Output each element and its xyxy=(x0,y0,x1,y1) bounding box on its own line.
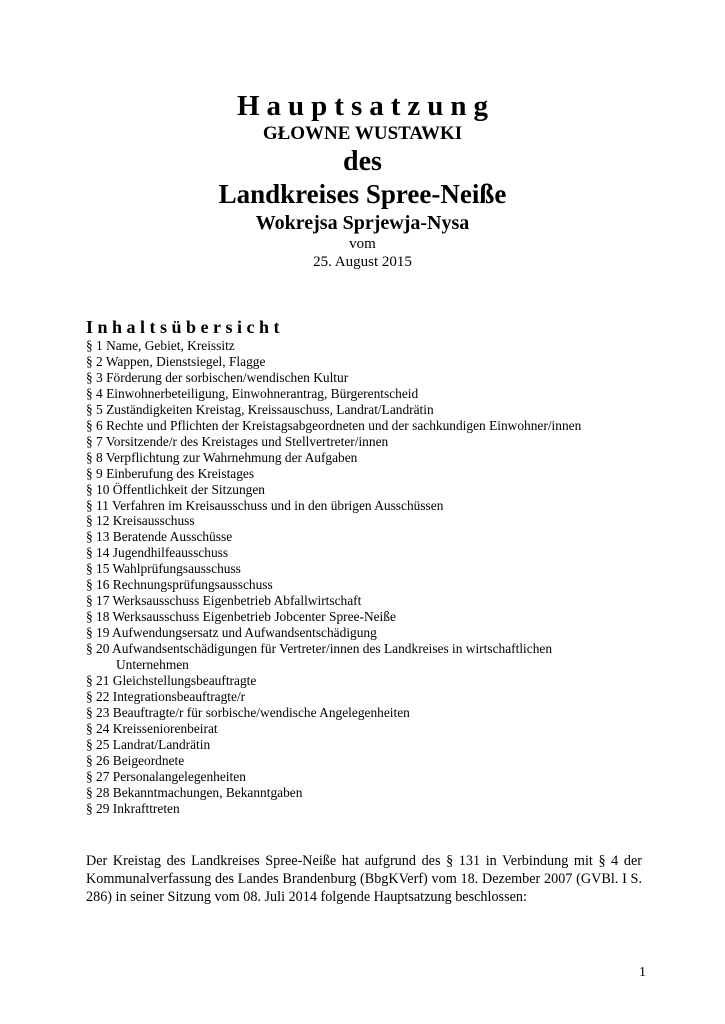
document-subtitle-sorbian: GŁOWNE WUSTAWKI xyxy=(262,123,463,144)
toc-item: § 15 Wahlprüfungsausschuss xyxy=(86,561,241,577)
toc-heading: Inhaltsübersicht xyxy=(86,317,285,337)
toc-item: § 27 Personalangelegenheiten xyxy=(86,768,246,784)
toc-item: § 11 Verfahren im Kreisausschuss und in den übrigen Ausschüssen xyxy=(86,497,444,513)
toc-item: § 3 Förderung der sorbischen/wendischen Kultur xyxy=(86,369,349,385)
toc-item: § 22 Integrationsbeauftragte/r xyxy=(86,688,246,704)
toc-item: § 13 Beratende Ausschüsse xyxy=(86,529,233,545)
toc-item: § 9 Einberufung des Kreistages xyxy=(86,465,255,481)
document-header xyxy=(0,89,725,271)
toc-item: § 28 Bekanntmachungen, Bekanntgaben xyxy=(86,784,303,800)
toc-item: § 7 Vorsitzende/r des Kreistages und Stellvertreter/innen xyxy=(86,433,389,449)
toc-item: § 18 Werksausschuss Eigenbetrieb Jobcenter Spree-Neiße xyxy=(86,609,396,625)
toc-item: § 5 Zuständigkeiten Kreistag, Kreissauschuss, Landrat/Landrätin xyxy=(86,401,434,417)
toc-item: § 24 Kreisseniorenbeirat xyxy=(86,720,218,736)
toc-item: § 6 Rechte und Pflichten der Kreistagsabgeordneten und der sachkundigen Einwohner/innen xyxy=(86,417,582,433)
toc-item: § 1 Name, Gebiet, Kreissitz xyxy=(86,338,235,353)
toc-item: § 19 Aufwendungsersatz und Aufwandsentschädigung xyxy=(86,625,377,641)
document-date: 25. August 2015 xyxy=(313,254,412,270)
toc-item: § 16 Rechnungsprüfungsausschuss xyxy=(86,577,273,593)
toc-item-20 xyxy=(86,641,646,673)
toc-item: § 17 Werksausschuss Eigenbetrieb Abfallwirtschaft xyxy=(86,593,362,609)
toc-item: § 8 Verpflichtung zur Wahrnehmung der Aufgaben xyxy=(86,449,358,465)
district-name: Landkreises Spree-Neiße xyxy=(218,179,507,209)
document-title: Hauptsatzung xyxy=(236,90,496,122)
toc-item: § 4 Einwohnerbeteiligung, Einwohnerantrag, Bürgerentscheid xyxy=(86,385,419,401)
toc-item: § 12 Kreisausschuss xyxy=(86,513,195,529)
intro-paragraph: Der Kreistag des Landkreises Spree-Neiße hat aufgrund des § 131 in Verbindung mit § 4 der Kommunalverfassung des Landes Brandenburg (BbgKVerf) vom 18. Dezember 2007 (GVBl. I S. 286) in seiner Sitzung vom 08. Juli 2014 folgende Hauptsatzung beschlossen: xyxy=(86,853,642,905)
toc-item: § 26 Beigeordnete xyxy=(86,752,185,768)
toc-item: § 2 Wappen, Dienstsiegel, Flagge xyxy=(86,353,266,369)
toc-item-20-line1: § 20 Aufwandsentschädigungen für Vertreter/innen des Landkreises in wirtschaftlichen xyxy=(86,641,553,657)
toc-item: § 21 Gleichstellungsbeauftragte xyxy=(86,673,257,689)
page-number: 1 xyxy=(639,965,646,980)
district-name-sorbian: Wokrejsa Sprjewja-Nysa xyxy=(255,212,470,234)
toc-item: § 25 Landrat/Landrätin xyxy=(86,736,211,752)
toc-item: § 14 Jugendhilfeausschuss xyxy=(86,545,229,561)
toc-item: § 23 Beauftragte/r für sorbische/wendische Angelegenheiten xyxy=(86,704,410,720)
toc-item: § 10 Öffentlichkeit der Sitzungen xyxy=(86,481,265,497)
vom-label: vom xyxy=(349,236,376,252)
toc-item-20-line2: Unternehmen xyxy=(116,657,189,673)
table-of-contents xyxy=(86,338,646,817)
toc-item: § 29 Inkrafttreten xyxy=(86,800,180,816)
document-des: des xyxy=(343,146,382,177)
